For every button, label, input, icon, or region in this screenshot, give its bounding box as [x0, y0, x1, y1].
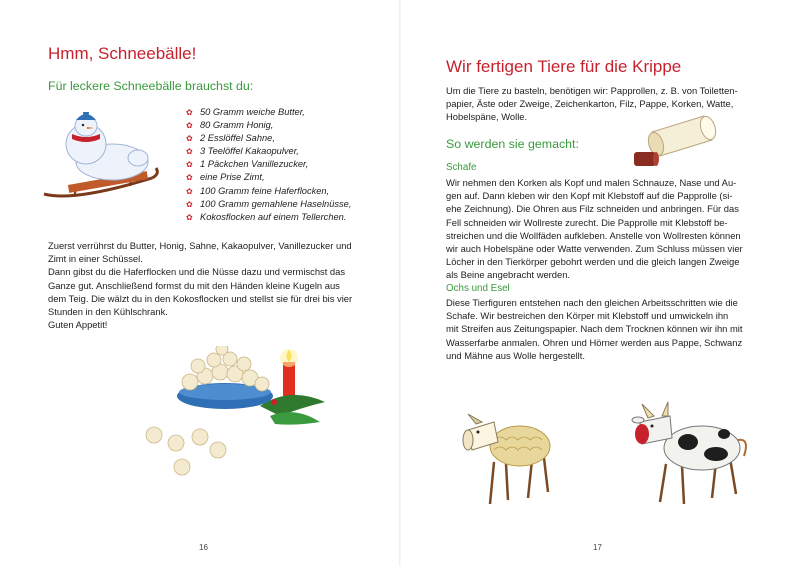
- cork-roll-illustration: [632, 110, 722, 174]
- sheep-text: Wir nehmen den Korken als Kopf und malen Schnauze, Nase und Au- gen auf. Dann kleben wir den Kopf mit Klebstoff auf die Papprolle (si- ehe Zeichnung). Die Ohren aus Filz schneiden und anbringen. Für das Fell schneiden wir Wollreste zurecht. Die Papprolle mit Klebstoff be- streichen und die Wollfäden aufkleben. Anstelle von Wollresten können wir auch Hobelspäne oder Watte verwenden. Zum Schluss müssen vier Löcher in den Tierkörper gebohrt werden und die gleich langen Zweige als Beine angebracht werden.: [446, 177, 743, 281]
- right-page-title: Wir fertigen Tiere für die Krippe: [446, 57, 682, 76]
- list-item: ✿ 80 Gramm Honig,: [186, 119, 351, 132]
- snowman-sled-illustration: [34, 112, 164, 208]
- left-page-title: Hmm, Schneebälle!: [48, 44, 197, 63]
- instructions-text: Zuerst verrührst du Butter, Honig, Sahne, Kakaopulver, Vanillezucker und Zimt in einer Schüssel. Dann gibst du die Haferflocken und die Nüsse dazu und vermischst das Ganze gut. Anschließend formst du mit den Händen kleine Kugeln aus dem Teig. Die wälzt du in den Kokosflocken und stellst sie für drei bis vier Stunden in den Kühlschrank. Guten Appetit!: [48, 240, 353, 331]
- snowball-bowl-illustration: [130, 346, 330, 496]
- flower-bullet-icon: ✿: [186, 147, 193, 157]
- flower-bullet-icon: ✿: [186, 212, 193, 222]
- ox-illustration: [626, 398, 756, 508]
- right-page: [400, 0, 800, 566]
- list-item: ✿ 2 Esslöffel Sahne,: [186, 132, 351, 145]
- flower-bullet-icon: ✿: [186, 173, 193, 183]
- sheep-heading: Schafe: [446, 162, 477, 173]
- ox-donkey-text: Diese Tierfiguren entstehen nach den gleichen Arbeitsschritten wie die Schafe. Wir bestreichen den Körper mit Klebstoff und umwickeln ihn mit Streifen aus Zeitungspapier. Nach dem Trocknen können wir ihn mit Wasserfarbe anmalen. Ohren und Hörner werden aus Pappe, Schwanz und Mähne aus Wolle hergestellt.: [446, 297, 743, 361]
- ingredients-subtitle: Für leckere Schneebälle brauchst du:: [48, 79, 254, 93]
- sheep-illustration: [454, 400, 564, 510]
- flower-bullet-icon: ✿: [186, 199, 193, 209]
- list-item: ✿ 1 Päckchen Vanillezucker,: [186, 158, 351, 171]
- list-item: ✿ eine Prise Zimt,: [186, 171, 351, 184]
- list-item: ✿ 3 Teelöffel Kakaopulver,: [186, 145, 351, 158]
- materials-intro-text: Um die Tiere zu basteln, benötigen wir: Papprollen, z. B. von Toiletten- papier, Äste oder Zweige, Zeichenkarton, Filz, Pappe, Korken, Watte, Hobelspäne, Wolle.: [446, 85, 738, 123]
- flower-bullet-icon: ✿: [186, 108, 193, 117]
- how-to-heading: So werden sie gemacht:: [446, 137, 579, 151]
- list-item: ✿ 100 Gramm feine Haferflocken,: [186, 185, 351, 198]
- list-item: ✿ 100 Gramm gemahlene Haselnüsse,: [186, 198, 351, 211]
- list-item: ✿ 50 Gramm weiche Butter,: [186, 106, 351, 119]
- page-number: 17: [593, 543, 602, 552]
- flower-bullet-icon: ✿: [186, 186, 193, 196]
- list-item: ✿ Kokosflocken auf einem Tellerchen.: [186, 211, 351, 224]
- flower-bullet-icon: ✿: [186, 160, 193, 170]
- page-number: 16: [199, 543, 208, 552]
- ingredient-list: [186, 106, 351, 224]
- flower-bullet-icon: ✿: [186, 121, 193, 131]
- flower-bullet-icon: ✿: [186, 134, 193, 144]
- ox-donkey-heading: Ochs und Esel: [446, 283, 510, 294]
